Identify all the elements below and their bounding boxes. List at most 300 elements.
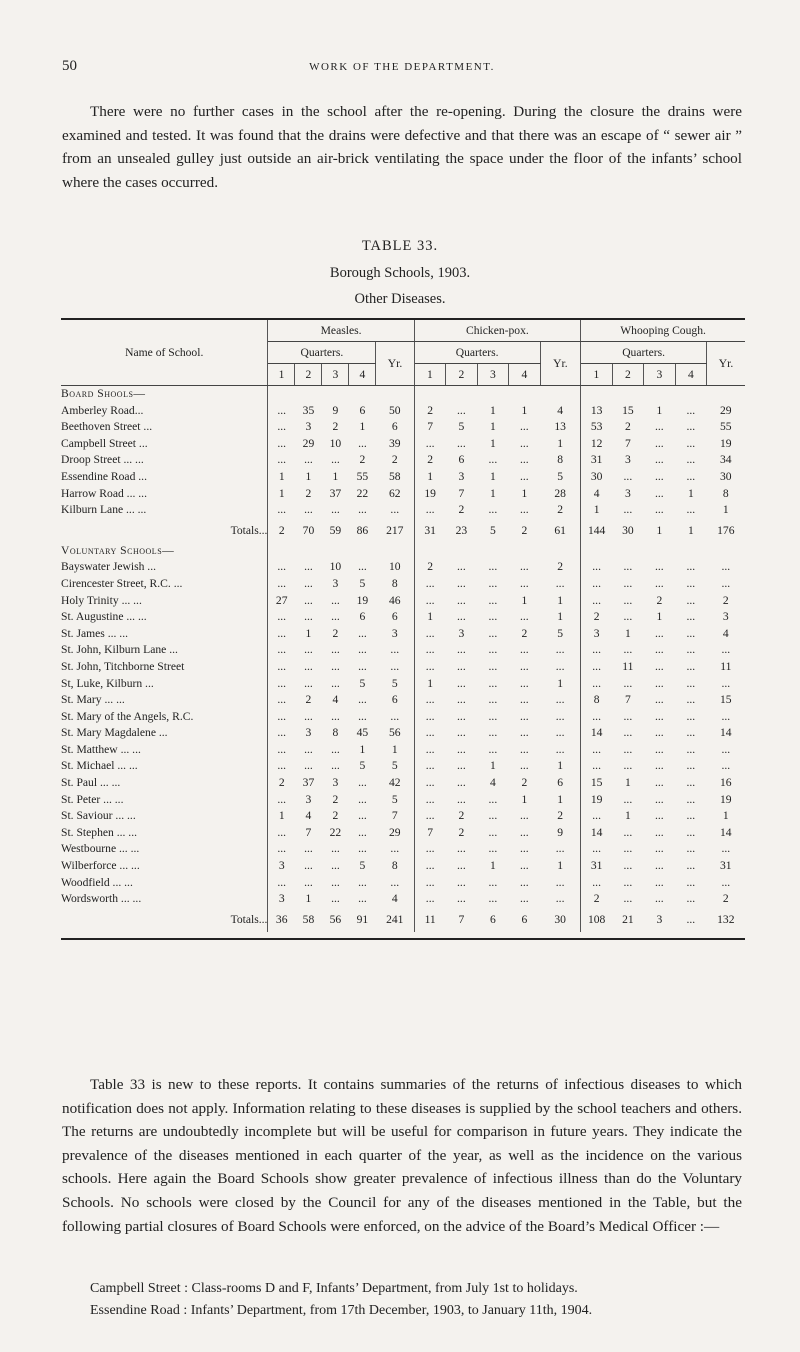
value-cell: ... [686,726,696,740]
value-cell: ... [277,792,287,806]
value-cell: 15 [622,403,634,417]
value-cell: 1 [305,626,312,640]
value-cell [477,543,508,560]
value-cell: ... [721,709,731,723]
value-cell: ... [277,709,287,723]
value-cell: ... [304,875,313,889]
value-cell: ... [721,676,731,690]
value-cell: ... [277,676,287,690]
value-cell: 3 [305,420,312,434]
chickenpox-year-header: Yr. [540,342,581,386]
value-cell: ... [686,759,696,773]
table-subtitle: Borough Schools, 1903. [329,265,471,281]
value-cell: ... [277,503,287,517]
value-cell: 16 [719,776,732,790]
table-title: TABLE 33. [361,238,439,254]
school-name: Harrow Road ... ... [61,486,268,503]
value-cell: ... [304,759,313,773]
value-cell: ... [277,436,287,450]
value-cell: 3 [458,469,465,483]
value-cell: ... [277,643,287,657]
value-cell: 1 [624,626,631,640]
value-cell: ... [425,593,435,607]
value-cell [612,386,643,403]
quarter-number-header: 3 [322,364,349,386]
value-cell: ... [623,576,633,590]
value-cell: 2 [521,776,528,790]
table-row [61,469,745,486]
value-cell: ... [358,626,367,640]
value-cell: ... [358,825,367,839]
value-cell: ... [655,576,664,590]
table-row [61,486,745,503]
value-cell: 1 [540,593,581,610]
section-heading: Voluntary Schools— [61,543,268,560]
totals-label: Totals... [61,519,268,543]
value-cell: 13 [540,419,581,436]
value-cell: 7 [458,912,465,926]
value-cell: 6 [376,692,414,709]
value-cell: ... [376,502,414,519]
value-cell: ... [358,875,367,889]
school-name: St. Mary of the Angels, R.C. [61,709,268,726]
value-cell: ... [457,759,466,773]
value-cell: ... [721,875,731,889]
value-cell: 2 [332,626,339,640]
value-cell: ... [686,436,696,450]
whooping-year-header: Yr. [707,342,745,386]
value-cell: 37 [329,486,342,500]
value-cell: ... [686,560,696,574]
quarter-number-header: 1 [268,364,295,386]
value-cell: ... [376,659,414,676]
value-cell: ... [457,693,466,707]
value-cell: 2 [540,808,581,825]
value-cell: 28 [540,486,581,503]
value-cell: ... [331,842,340,856]
value-cell [509,386,540,403]
value-cell: 5 [376,676,414,693]
school-name: St. Mary ... ... [61,692,268,709]
value-cell: 2 [458,503,465,517]
value-cell: 12 [590,436,603,450]
value-cell: ... [655,809,664,823]
value-cell: ... [540,742,581,759]
value-cell: 2 [540,559,581,576]
table-row [61,609,745,626]
value-cell: ... [540,841,581,858]
value-cell: ... [277,742,287,756]
value-cell: ... [655,659,664,673]
value-cell: ... [376,642,414,659]
value-cell: ... [540,692,581,709]
value-cell: ... [721,842,731,856]
value-cell: ... [358,842,367,856]
value-cell: 37 [302,776,315,790]
value-cell: ... [488,875,498,889]
value-cell: ... [304,676,313,690]
table-row [61,775,745,792]
value-cell: 4 [376,891,414,908]
value-cell: 1 [278,486,285,500]
value-cell: ... [488,643,498,657]
table-row [61,709,745,726]
value-cell: 4 [593,486,600,500]
school-name: St. Stephen ... ... [61,825,268,842]
value-cell: ... [686,469,696,483]
value-cell: ... [520,892,529,906]
value-cell: 3 [722,610,729,624]
value-cell: ... [425,759,435,773]
value-cell: 31 [590,859,603,873]
value-cell: 1 [521,792,528,806]
value-cell: ... [721,742,731,756]
value-cell: ... [457,436,466,450]
value-cell: ... [686,643,696,657]
quarter-number-header: 1 [581,364,612,386]
quarter-number-header: 4 [349,364,376,386]
measles-quarters-header: Quarters. [268,342,376,364]
value-cell: 1 [489,436,496,450]
value-cell: ... [592,560,601,574]
table-row [61,692,745,709]
value-cell: 5 [489,523,496,537]
value-cell: ... [655,892,664,906]
value-cell: ... [425,576,435,590]
chickenpox-header: Chicken-pox. [414,319,580,342]
value-cell: 2 [376,452,414,469]
section-heading-row [61,543,745,560]
value-cell: ... [304,560,313,574]
value-cell: ... [686,626,696,640]
measles-header: Measles. [268,319,414,342]
value-cell: 4 [540,403,581,420]
value-cell: ... [540,891,581,908]
value-cell: ... [623,593,633,607]
quarter-number-header: 4 [509,364,540,386]
value-cell: 1 [656,403,663,417]
value-cell [477,386,508,403]
value-cell: ... [304,593,313,607]
value-cell: ... [592,709,601,723]
value-cell: 23 [455,523,468,537]
value-cell: 1 [489,420,496,434]
value-cell: 3 [278,892,285,906]
table-row [61,403,745,420]
value-cell: ... [304,610,313,624]
value-cell: ... [488,560,498,574]
value-cell: 2 [521,626,528,640]
value-cell: ... [520,759,529,773]
value-cell: ... [655,560,664,574]
value-cell: 22 [356,486,369,500]
value-cell: ... [686,792,696,806]
value-cell: ... [592,676,601,690]
value-cell: ... [721,576,731,590]
value-cell: 2 [427,453,434,467]
value-cell: 61 [540,519,581,543]
school-name: St. Peter ... ... [61,792,268,809]
value-cell: ... [655,453,664,467]
value-cell: 9 [332,403,339,417]
value-cell: 19 [719,792,732,806]
value-cell: 56 [329,912,342,926]
value-cell: ... [655,436,664,450]
value-cell: 31 [590,453,603,467]
whooping-cough-header: Whooping Cough. [581,319,745,342]
value-cell: ... [686,875,696,889]
value-cell: 2 [427,403,434,417]
value-cell: ... [277,659,287,673]
value-cell: ... [425,842,435,856]
value-cell: ... [686,593,696,607]
value-cell: ... [655,776,664,790]
value-cell: 1 [489,759,496,773]
value-cell: ... [520,726,529,740]
value-cell: 4 [722,626,729,640]
value-cell: ... [304,859,313,873]
value-cell: 1 [359,742,366,756]
table-row [61,559,745,576]
value-cell: ... [425,503,435,517]
value-cell: ... [358,693,367,707]
value-cell: ... [623,469,633,483]
value-cell: ... [686,842,696,856]
value-cell: ... [277,576,287,590]
value-cell: 1 [687,523,694,537]
value-cell: 30 [590,469,603,483]
value-cell: ... [686,776,696,790]
value-cell: 5 [540,626,581,643]
value-cell: ... [655,486,664,500]
value-cell: ... [425,693,435,707]
table-row [61,642,745,659]
value-cell: 1 [722,809,729,823]
value-cell: ... [623,610,633,624]
value-cell: ... [331,453,340,467]
page-number: 50 [62,58,77,74]
value-cell: ... [488,792,498,806]
value-cell: ... [425,892,435,906]
value-cell: 29 [719,403,732,417]
value-cell [446,543,477,560]
value-cell: 1 [359,420,366,434]
value-cell: ... [376,841,414,858]
value-cell: ... [655,859,664,873]
value-cell: ... [277,453,287,467]
totals-row [61,908,745,932]
value-cell: ... [277,420,287,434]
intro-paragraph: There were no further cases in the school after the re-opening. During the closure the drains were examined and tested. It was found that the drains were defective and that there was an escape of “ sewer air ” from an unsealed gulley just outside an air-brick ventilating the space under the floor of the infants’ school where the cases occurred. [62,103,742,191]
value-cell: 2 [521,523,528,537]
value-cell: 2 [305,693,312,707]
school-name: St. John, Titchborne Street [61,659,268,676]
value-cell: ... [520,676,529,690]
value-cell: ... [457,403,466,417]
value-cell: ... [623,892,633,906]
value-cell [612,543,643,560]
value-cell: 1 [489,403,496,417]
value-cell: ... [686,693,696,707]
value-cell: 13 [590,403,603,417]
value-cell: ... [520,693,529,707]
value-cell: ... [520,659,529,673]
value-cell: 1 [427,610,434,624]
value-cell: ... [520,709,529,723]
value-cell: 1 [521,593,528,607]
value-cell: 10 [376,559,414,576]
value-cell: 3 [332,776,339,790]
table-row [61,436,745,453]
value-cell: 10 [329,436,342,450]
value-cell: ... [623,560,633,574]
value-cell: ... [520,825,529,839]
value-cell: 36 [275,912,288,926]
value-cell: ... [457,842,466,856]
value-cell: 35 [302,403,315,417]
value-cell: 14 [590,726,603,740]
school-name: Wordsworth ... ... [61,891,268,908]
value-cell: 1 [521,403,528,417]
value-cell: 58 [302,912,315,926]
value-cell: ... [457,643,466,657]
school-name: St. Paul ... ... [61,775,268,792]
diseases-table [61,318,745,940]
value-cell: 2 [427,560,434,574]
section-heading: Board Shools— [61,386,268,403]
school-name: Bayswater Jewish ... [61,559,268,576]
value-cell [509,543,540,560]
quarter-number-header: 2 [612,364,643,386]
value-cell: ... [358,792,367,806]
value-cell: 1 [722,503,729,517]
running-head: WORK OF THE DEPARTMENT. [309,61,495,73]
value-cell: ... [655,709,664,723]
table-caption: Other Diseases. [354,291,446,307]
value-cell: ... [686,709,696,723]
value-cell: ... [457,776,466,790]
value-cell: ... [520,469,529,483]
value-cell: ... [358,436,367,450]
commentary-paragraph: Table 33 is new to these reports. It contains summaries of the returns of infectious diseases to which notification does not apply. Information relating to these diseases is supplied by the school teachers and others. The returns are undoubtedly incomplete but will be useful for comparison in future years. They indicate the prevalence of the diseases mentioned in each quarter of the year, as well as the incidence on the various schools. Here again the Board Schools show greater prevalence of infectious illness than do the Voluntary Schools. No schools were closed by the Council for any of the diseases mentioned in the Table, but the following partial closures of Board Schools were enforced, on the advice of the Board’s Medical Officer :— [62,1076,742,1235]
value-cell: 14 [590,825,603,839]
value-cell [376,543,414,560]
value-cell: 1 [540,609,581,626]
value-cell [675,386,706,403]
value-cell: ... [457,859,466,873]
value-cell: ... [488,676,498,690]
value-cell: 1 [687,486,694,500]
value-cell: ... [520,842,529,856]
value-cell: 8 [540,452,581,469]
value-cell [446,386,477,403]
value-cell: ... [304,742,313,756]
value-cell: 1 [489,859,496,873]
value-cell: ... [358,643,367,657]
value-cell: 7 [376,808,414,825]
value-cell: 53 [590,420,603,434]
value-cell: ... [623,792,633,806]
value-cell: ... [457,892,466,906]
value-cell: 11 [424,912,436,926]
value-cell: 30 [719,469,732,483]
value-cell: ... [457,676,466,690]
value-cell: ... [457,709,466,723]
value-cell: ... [425,726,435,740]
value-cell: 5 [376,758,414,775]
value-cell: ... [686,912,696,926]
value-cell: ... [358,709,367,723]
value-cell: 2 [722,892,729,906]
value-cell: ... [540,659,581,676]
closure-campbell: Campbell Street : Class-rooms D and F, Infants’ Department, from July 1st to holidays. [90,1281,578,1296]
value-cell: 39 [376,436,414,453]
value-cell: ... [686,503,696,517]
value-cell: ... [457,742,466,756]
value-cell: ... [457,726,466,740]
value-cell: ... [457,593,466,607]
value-cell: ... [277,842,287,856]
value-cell: ... [686,742,696,756]
value-cell: 1 [540,676,581,693]
value-cell: 5 [359,759,366,773]
value-cell [322,386,349,403]
chickenpox-quarters-header: Quarters. [414,342,540,364]
value-cell: 108 [587,912,606,926]
value-cell: ... [304,709,313,723]
value-cell: ... [655,469,664,483]
value-cell: ... [488,892,498,906]
value-cell: 2 [332,420,339,434]
value-cell: ... [721,643,731,657]
value-cell: ... [520,503,529,517]
value-cell: ... [488,742,498,756]
value-cell: 4 [489,776,496,790]
value-cell: 2 [458,825,465,839]
value-cell: ... [655,875,664,889]
table-row [61,891,745,908]
value-cell: ... [358,503,367,517]
value-cell: ... [425,776,435,790]
value-cell: ... [540,725,581,742]
table-row [61,808,745,825]
value-cell: ... [277,726,287,740]
value-cell: ... [623,875,633,889]
school-name: St. Mary Magdalene ... [61,725,268,742]
value-cell: ... [686,676,696,690]
value-cell: 3 [305,726,312,740]
value-cell: ... [425,792,435,806]
value-cell: 5 [458,420,465,434]
value-cell: ... [457,792,466,806]
value-cell: 1 [427,469,434,483]
value-cell [349,543,376,560]
table-row [61,626,745,643]
value-cell: ... [331,742,340,756]
quarter-number-header: 4 [675,364,706,386]
value-cell: 59 [329,523,342,537]
value-cell: 86 [356,523,369,537]
school-name: Westbourne ... ... [61,841,268,858]
value-cell: ... [520,436,529,450]
value-cell: 7 [624,436,631,450]
value-cell: ... [520,576,529,590]
value-cell: ... [721,759,731,773]
value-cell: ... [331,503,340,517]
value-cell: ... [540,709,581,726]
value-cell: ... [425,875,435,889]
table-row [61,825,745,842]
